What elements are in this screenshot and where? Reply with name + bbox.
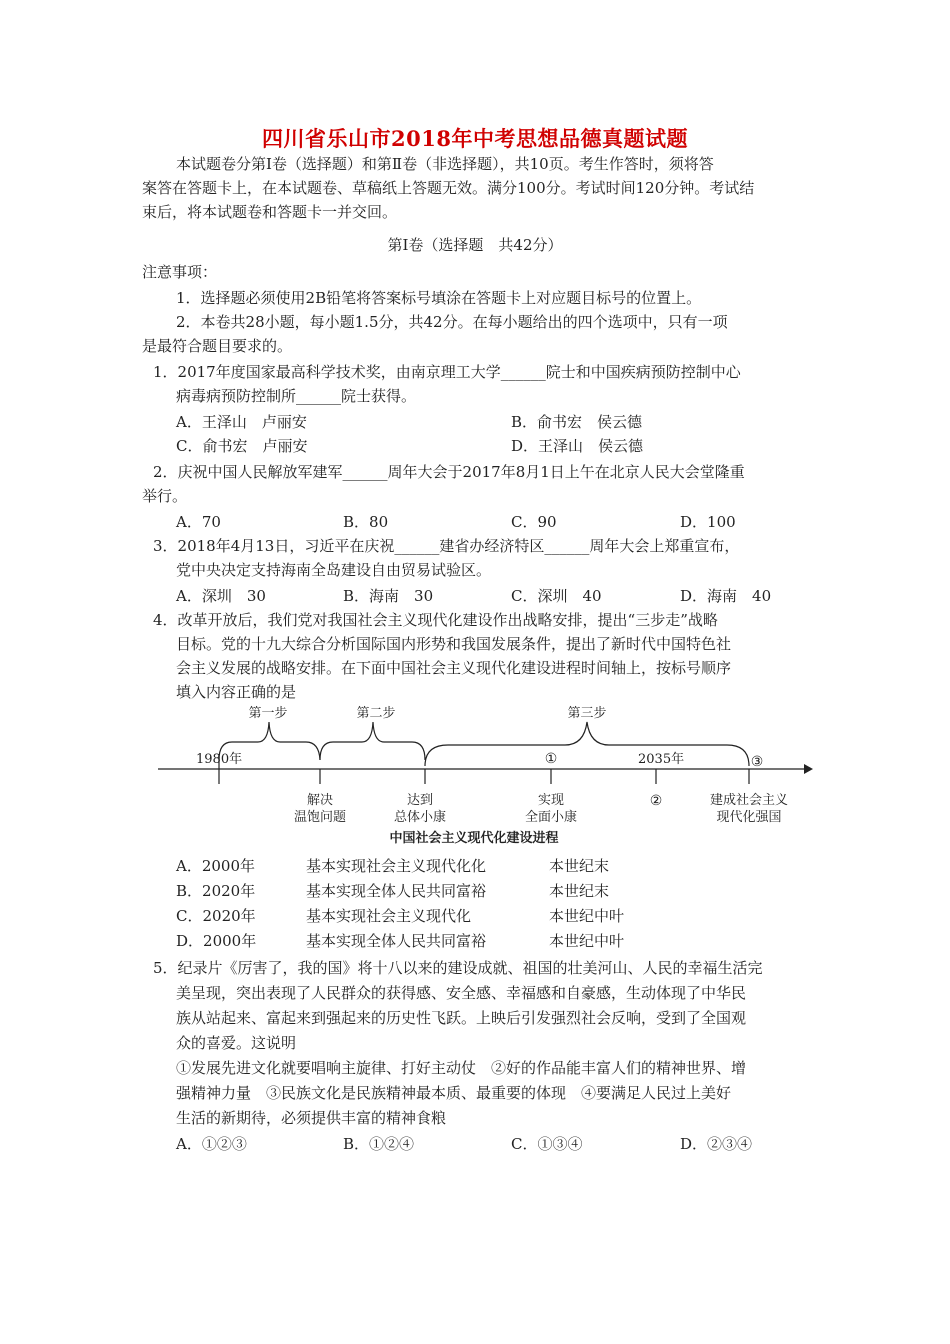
- q4-option-d-year: D．2000年: [176, 932, 257, 950]
- q5-option-c: C．①③④: [511, 1135, 583, 1153]
- q4-option-d-time: 本世纪中叶: [549, 932, 625, 950]
- q2-option-b: B．80: [343, 513, 389, 531]
- q5-stem-line-7: 生活的新期待，必须提供丰富的精神食粮: [176, 1109, 447, 1127]
- label-overall-xiaokang-2: 总体小康: [393, 810, 447, 825]
- q4-stem-line-4: 填入内容正确的是: [176, 683, 297, 701]
- section-title: 第Ⅰ卷（选择题 共42分）: [387, 236, 563, 254]
- intro-line-3: 束后，将本试题卷和答题卡一并交回。: [142, 203, 398, 221]
- intro-line-1: 本试题卷分第Ⅰ卷（选择题）和第Ⅱ卷（非选择题），共10页。考生作答时，须将答: [176, 155, 714, 173]
- brace-step-3: [425, 722, 749, 766]
- step-3-label: 第三步: [567, 706, 607, 721]
- note-3: 是最符合题目要求的。: [142, 337, 293, 355]
- q4-option-a-time: 本世纪末: [549, 857, 610, 875]
- label-overall-xiaokang-1: 达到: [406, 793, 434, 808]
- q2-stem-line-1: 2．庆祝中国人民解放军建军______周年大会于2017年8月1日上午在北京人民大会堂隆重: [153, 463, 745, 481]
- q1-option-a: A．王泽山 卢丽安: [176, 413, 307, 431]
- q1-option-c: C．俞书宏 卢丽安: [176, 437, 308, 455]
- q2-option-a: A．70: [176, 513, 221, 531]
- q3-stem-line-1: 3．2018年4月13日，习近平在庆祝______建省办经济特区______周年大会上郑重宣布，: [153, 537, 740, 555]
- q5-stem-line-4: 众的喜爱。这说明: [176, 1034, 297, 1052]
- q4-option-c-year: C．2020年: [176, 907, 256, 925]
- q4-stem-line-1: 4．改革开放后，我们党对我国社会主义现代化建设作出战略安排，提出“三步走”战略: [153, 611, 718, 629]
- q3-option-a: A．深圳 30: [176, 587, 266, 605]
- label-full-xiaokang-1: 实现: [537, 793, 565, 808]
- marker-3: ③: [750, 754, 764, 770]
- q5-option-b: B．①②④: [343, 1135, 415, 1153]
- q5-stem-line-5: ①发展先进文化就要唱响主旋律、打好主动仗 ②好的作品能丰富人们的精神世界、增: [176, 1059, 747, 1077]
- marker-1: ①: [544, 751, 558, 767]
- note-2: 2．本卷共28小题，每小题1.5分，共42分。在每小题给出的四个选项中，只有一项: [176, 313, 728, 331]
- label-modern-power-1: 建成社会主义: [709, 793, 789, 808]
- step-2-label: 第二步: [356, 706, 396, 721]
- q5-stem-line-1: 5．纪录片《厉害了，我的国》将十八以来的建设成就、祖国的壮美河山、人民的幸福生活完: [153, 959, 763, 977]
- label-warm-fed-2: 温饱问题: [293, 810, 347, 825]
- q2-option-c: C．90: [511, 513, 557, 531]
- q1-option-d: D．王泽山 侯云德: [511, 437, 644, 455]
- q3-option-d: D．海南 40: [680, 587, 772, 605]
- diagram-caption: 中国社会主义现代化建设进程: [389, 831, 559, 846]
- q2-stem-line-2: 举行。: [142, 487, 188, 505]
- q4-option-a-goal: 基本实现社会主义现代化化: [306, 857, 487, 875]
- brace-step-2: [320, 722, 425, 760]
- q2-option-d: D．100: [680, 513, 736, 531]
- year-1980-label: 1980年: [196, 752, 243, 767]
- q1-option-b: B．俞书宏 侯云德: [511, 413, 643, 431]
- q5-stem-line-6: 强精神力量 ③民族文化是民族精神最本质、最重要的体现 ④要满足人民过上美好: [176, 1084, 732, 1102]
- q3-option-b: B．海南 30: [343, 587, 434, 605]
- q5-stem-line-3: 族从站起来、富起来到强起来的历史性飞跃。上映后引发强烈社会反响，受到了全国观: [176, 1009, 747, 1027]
- q4-option-d-goal: 基本实现全体人民共同富裕: [306, 932, 487, 950]
- q5-option-d: D．②③④: [680, 1135, 753, 1153]
- q4-stem-line-3: 会主义发展的战略安排。在下面中国社会主义现代化建设进程时间轴上，按标号顺序: [176, 659, 732, 677]
- q4-option-b-year: B．2020年: [176, 882, 256, 900]
- q1-stem-line-2: 病毒病预防控制所______院士获得。: [176, 387, 417, 405]
- marker-2: ②: [649, 793, 663, 809]
- document-title: 四川省乐山市2018年中考思想品德真题试题: [262, 126, 688, 151]
- q5-option-a: A．①②③: [176, 1135, 247, 1153]
- q5-stem-line-2: 美呈现，突出表现了人民群众的获得感、安全感、幸福感和自豪感，生动体现了中华民: [176, 984, 747, 1002]
- q4-stem-line-2: 目标。党的十九大综合分析国际国内形势和我国发展条件，提出了新时代中国特色社: [176, 635, 732, 653]
- note-1: 1．选择题必须使用2B铅笔将答案标号填涂在答题卡上对应题目标号的位置上。: [176, 289, 702, 307]
- step-1-label: 第一步: [248, 706, 288, 721]
- timeline-diagram: [0, 700, 950, 850]
- label-modern-power-2: 现代化强国: [716, 810, 782, 825]
- q3-option-c: C．深圳 40: [511, 587, 602, 605]
- q4-option-b-goal: 基本实现全体人民共同富裕: [306, 882, 487, 900]
- notes-heading: 注意事项：: [142, 263, 218, 281]
- q1-stem-line-1: 1．2017年度国家最高科学技术奖，由南京理工大学______院士和中国疾病预防控制中心: [153, 363, 741, 381]
- label-warm-fed-1: 解决: [306, 793, 334, 808]
- q4-option-b-time: 本世纪末: [549, 882, 610, 900]
- q4-option-c-time: 本世纪中叶: [549, 907, 625, 925]
- axis-arrow: [804, 764, 813, 774]
- intro-line-2: 案答在答题卡上，在本试题卷、草稿纸上答题无效。满分100分。考试时间120分钟。考试结: [142, 179, 755, 197]
- q3-stem-line-2: 党中央决定支持海南全岛建设自由贸易试验区。: [176, 561, 492, 579]
- label-full-xiaokang-2: 全面小康: [524, 810, 578, 825]
- q4-option-c-goal: 基本实现社会主义现代化: [306, 907, 472, 925]
- q4-option-a-year: A．2000年: [176, 857, 256, 875]
- year-2035-label: 2035年: [638, 752, 685, 767]
